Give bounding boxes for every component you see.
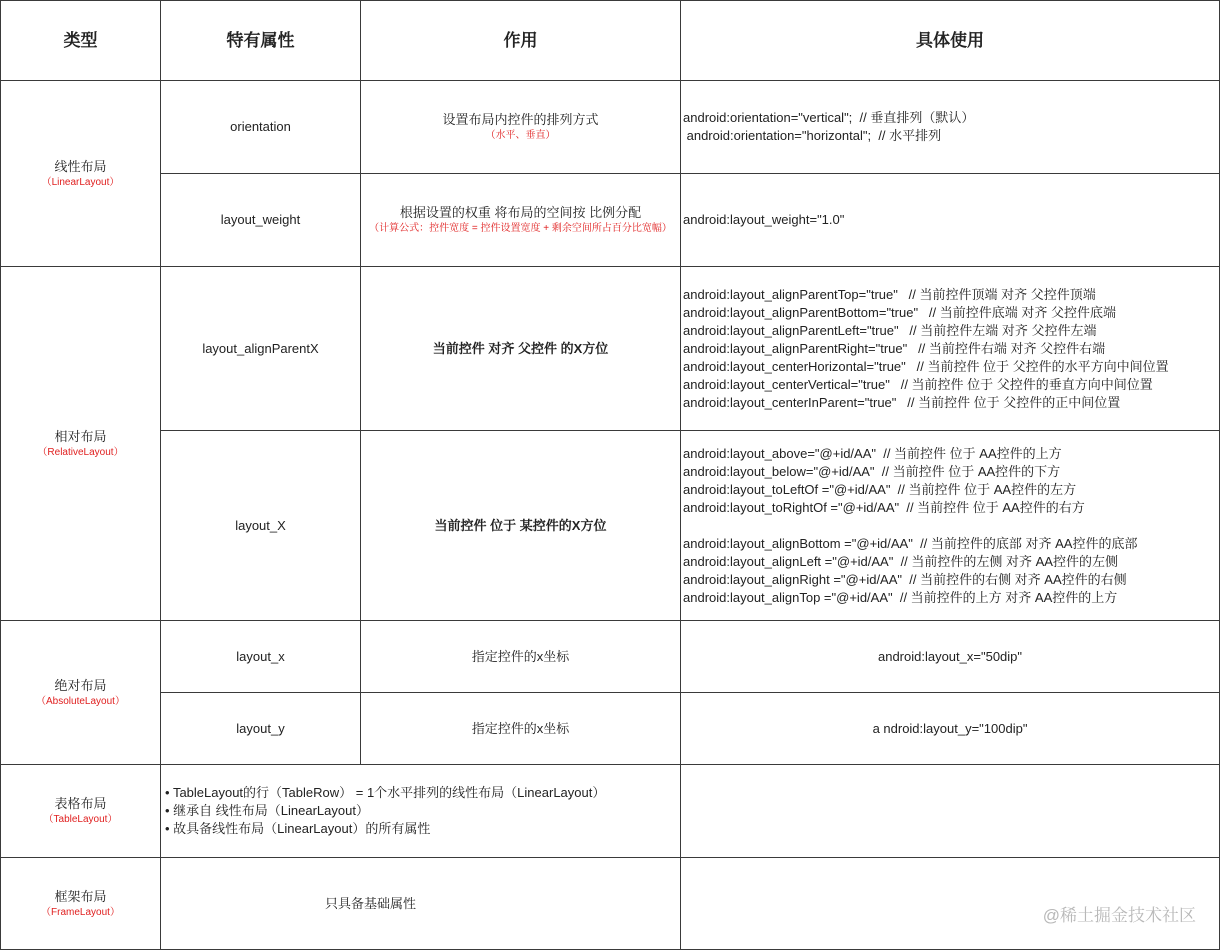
usage-line: android:layout_alignParentLeft="true" // 当前控件左端 对齐 父控件左端 (683, 322, 1097, 338)
attr-layout-x: layout_x (160, 620, 361, 693)
purpose-align-parent-x: 当前控件 对齐 父控件 的X方位 (360, 266, 681, 431)
purpose-layout-x: 指定控件的x坐标 (360, 620, 681, 693)
usage-line: android:layout_alignParentRight="true" // 当前控件右端 对齐 父控件右端 (683, 340, 1106, 356)
usage-line: android:layout_centerVertical="true" // 当前控件 位于 父控件的垂直方向中间位置 (683, 376, 1153, 392)
bullet-item: • 继承自 线性布局（LinearLayout） (165, 802, 605, 820)
usage-line: android:layout_alignParentBottom="true" // 当前控件底端 对齐 父控件底端 (683, 304, 1116, 320)
usage-align-parent-x (680, 266, 1220, 431)
usage-line: android:layout_toLeftOf ="@+id/AA" // 当前控件 位于 AA控件的左方 (683, 481, 1077, 497)
usage-line: android:layout_toRightOf ="@+id/AA" // 当前控件 位于 AA控件的右方 (683, 499, 1085, 515)
type-name: 框架布局 (54, 888, 107, 904)
usage-line: android:orientation="horizontal"; // 水平排列 (683, 128, 942, 143)
attr-align-parent-x: layout_alignParentX (160, 266, 361, 431)
type-name: 相对布局 (54, 428, 107, 444)
header-attr: 特有属性 (160, 0, 361, 81)
type-linear (0, 80, 161, 267)
purpose-orientation (360, 80, 681, 174)
header-usage: 具体使用 (680, 0, 1220, 81)
usage-line: android:layout_below="@+id/AA" // 当前控件 位于 AA控件的下方 (683, 463, 1061, 479)
usage-line: android:layout_alignLeft ="@+id/AA" // 当前控件的左侧 对齐 AA控件的左侧 (683, 553, 1118, 569)
type-en: （FrameLayout） (41, 906, 120, 918)
attr-layout-y: layout_y (160, 692, 361, 765)
type-en: （AbsoluteLayout） (36, 695, 125, 707)
usage-line: android:layout_weight="1.0" (683, 212, 845, 227)
usage-line: android:layout_alignRight ="@+id/AA" // 当前控件的右侧 对齐 AA控件的右侧 (683, 571, 1127, 587)
usage-line: android:layout_alignBottom ="@+id/AA" // 当前控件的底部 对齐 AA控件的底部 (683, 535, 1138, 551)
type-name: 线性布局 (54, 158, 107, 174)
usage-layout-y: a ndroid:layout_y="100dip" (680, 692, 1220, 765)
frame-description: 只具备基础属性 (160, 857, 681, 950)
usage-spacer (683, 517, 1137, 535)
usage-line: android:layout_alignTop ="@+id/AA" // 当前控件的上方 对齐 AA控件的上方 (683, 589, 1118, 605)
type-frame (0, 857, 161, 950)
bullet-item: • TableLayout的行（TableRow） = 1个水平排列的线性布局（LinearLayout） (165, 784, 605, 802)
usage-line: android:orientation="vertical"; // 垂直排列（默认） (683, 110, 975, 125)
purpose-layout-x-relative: 当前控件 位于 某控件的X方位 (360, 430, 681, 621)
type-relative (0, 266, 161, 621)
watermark: @稀土掘金技术社区 (1042, 906, 1196, 925)
purpose-layout-y: 指定控件的x坐标 (360, 692, 681, 765)
type-en: （LinearLayout） (41, 176, 120, 188)
attr-layout-x-relative: layout_X (160, 430, 361, 621)
usage-layout-x: android:layout_x="50dip" (680, 620, 1220, 693)
usage-orientation (680, 80, 1220, 174)
purpose-note: （水平、垂直） (485, 130, 556, 141)
usage-line: android:layout_centerHorizontal="true" // 当前控件 位于 父控件的水平方向中间位置 (683, 358, 1169, 374)
usage-table-empty (680, 764, 1220, 858)
type-en: （RelativeLayout） (37, 446, 124, 458)
bullet-item: • 故具备线性布局（LinearLayout）的所有属性 (165, 820, 605, 838)
usage-layout-weight (680, 173, 1220, 267)
purpose-note: （计算公式：控件宽度 = 控件设置宽度 + 剩余空间所占百分比宽幅） (369, 223, 672, 234)
attr-layout-weight: layout_weight (160, 173, 361, 267)
purpose-layout-weight (360, 173, 681, 267)
attr-orientation: orientation (160, 80, 361, 174)
purpose-text: 根据设置的权重 将布局的空间按 比例分配 (399, 205, 642, 220)
usage-line: android:layout_centerInParent="true" // 当前控件 位于 父控件的正中间位置 (683, 394, 1121, 410)
type-absolute (0, 620, 161, 765)
type-table (0, 764, 161, 858)
header-purpose: 作用 (360, 0, 681, 81)
usage-line: android:layout_alignParentTop="true" // 当前控件顶端 对齐 父控件顶端 (683, 286, 1096, 302)
purpose-text: 设置布局内控件的排列方式 (442, 112, 599, 127)
header-type: 类型 (0, 0, 161, 81)
table-description (160, 764, 681, 858)
type-name: 表格布局 (54, 796, 107, 811)
usage-line: android:layout_above="@+id/AA" // 当前控件 位于 AA控件的上方 (683, 445, 1062, 461)
type-en: （TableLayout） (43, 814, 118, 825)
type-name: 绝对布局 (54, 677, 107, 693)
usage-layout-x-relative (680, 430, 1220, 621)
